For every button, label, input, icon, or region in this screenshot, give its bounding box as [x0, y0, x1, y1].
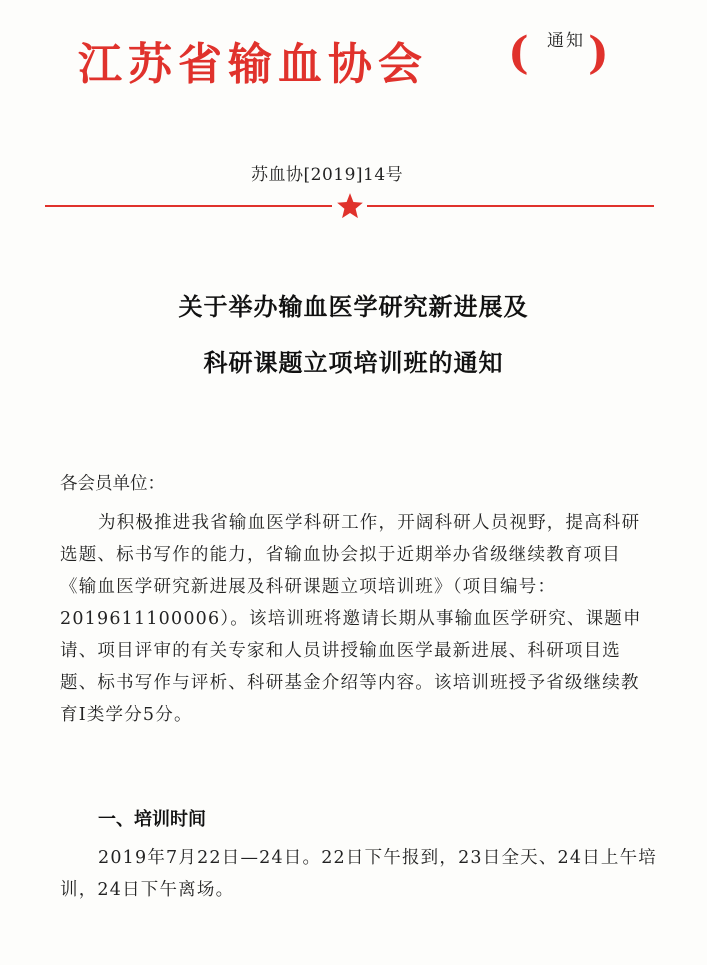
letterhead-paren-open: ( — [508, 28, 529, 79]
star-icon — [336, 192, 364, 220]
letterhead-paren-close: ) — [588, 28, 609, 79]
document-title-line-1: 关于举办输血医学研究新进展及 — [178, 293, 529, 321]
letterhead-org: 江苏省输血协会 — [78, 39, 428, 90]
section-heading-training-time: 一、培训时间 — [98, 809, 206, 830]
document-title-line-2: 科研课题立项培训班的通知 — [203, 349, 504, 377]
paragraph-training-time: 2019年7月22日—24日。22日下午报到，23日全天、24日上午培训，24日下午离场。 — [60, 848, 658, 900]
salutation: 各会员单位： — [60, 474, 165, 494]
divider-right — [367, 205, 654, 207]
document-number: 苏血协[2019]14号 — [251, 165, 404, 185]
divider-left — [45, 205, 332, 207]
paragraph-1: 为积极推进我省输血医学科研工作，开阔科研人员视野，提高科研选题、标书写作的能力，省输血协会拟于近期举办省级继续教育项目《输血医学研究新进展及科研课题立项培训班》（项目编号：2019611100006）。该培训班将邀请长期从事输血医学研究、课题申请、项目评审的有关专家和人员讲授输血医学最新进展、科研项目选题、标书写作与评析、科研基金介绍等内容。该培训班授予省级继续教育Ⅰ类学分5分。 — [60, 513, 642, 725]
letterhead-doc-type: 通知 — [547, 31, 585, 51]
